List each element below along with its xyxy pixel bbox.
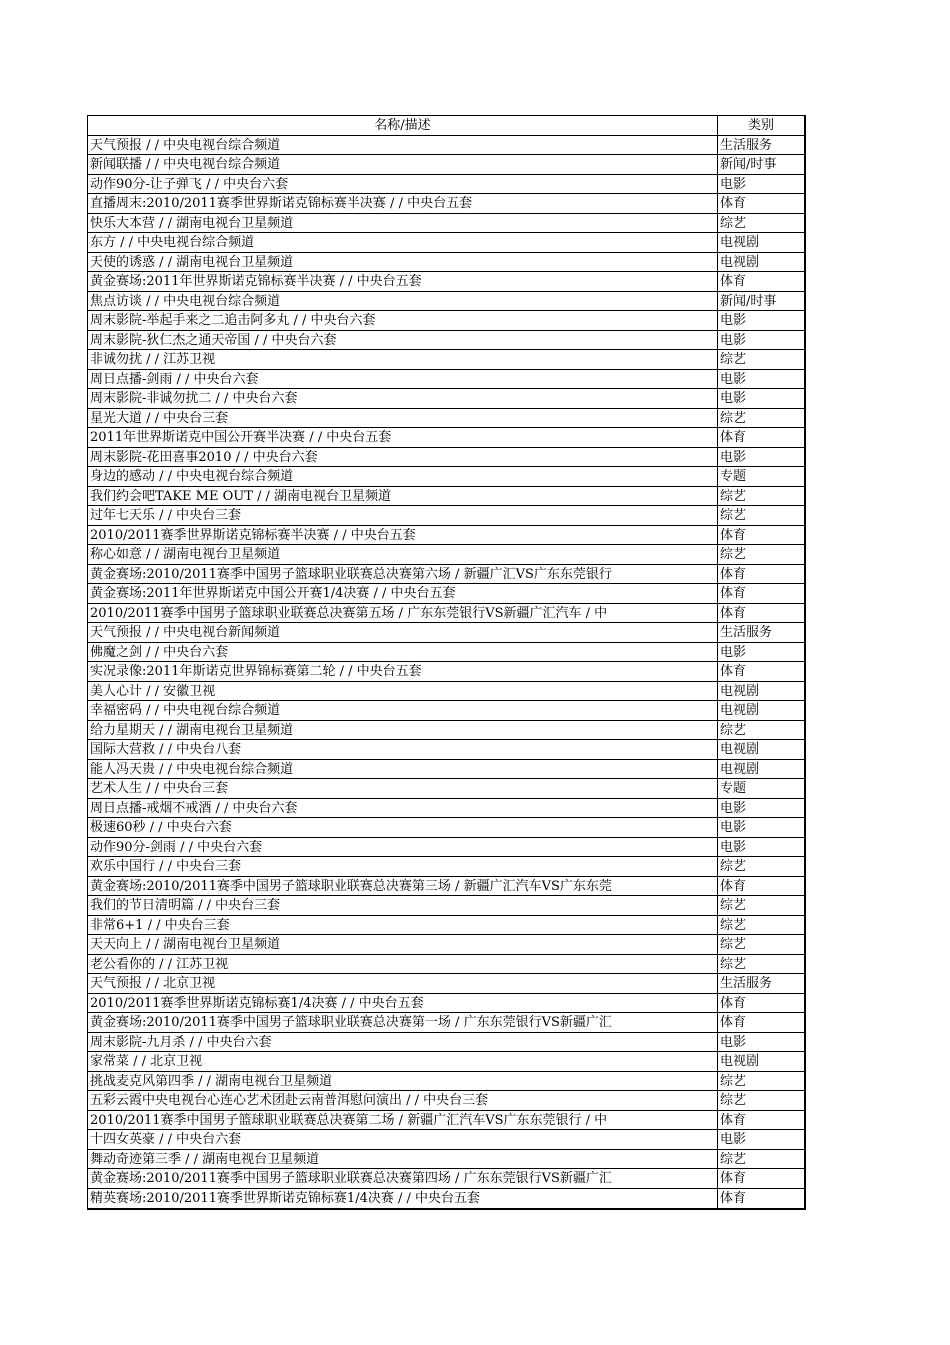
- table-row: [88, 604, 804, 624]
- table-row: [88, 467, 804, 487]
- table-row: [88, 955, 804, 975]
- program-name-cell: 称心如意 / / 湖南电视台卫星频道: [88, 545, 718, 564]
- category-cell: 综艺: [720, 1093, 747, 1108]
- program-name-cell: 2010/2011赛季中国男子篮球职业联赛总决赛第二场 / 新疆广汇汽车VS广东东莞银行 / 中: [88, 1111, 718, 1130]
- table-row: [88, 506, 804, 526]
- category-cell: 综艺: [720, 859, 747, 874]
- category-cell: 综艺: [720, 488, 747, 504]
- table-row: [88, 155, 804, 175]
- program-name-cell: 周末影院-举起手来之二追击阿多丸 / / 中央台六套: [88, 311, 718, 330]
- table-row: [88, 253, 804, 273]
- category-cell: 新闻/时事: [720, 293, 777, 309]
- program-name-cell: 黄金赛场:2010/2011赛季中国男子篮球职业联赛总决赛第三场 / 新疆广汇汽车VS广东东莞: [88, 877, 718, 896]
- program-name-cell: 动作90分-剑雨 / / 中央台六套: [88, 838, 718, 857]
- program-name-cell: 2010/2011赛季世界斯诺克锦标赛1/4决赛 / / 中央台五套: [88, 994, 718, 1013]
- table-row: [88, 272, 804, 292]
- table-body: [88, 136, 804, 1209]
- category-cell: 体育: [720, 527, 747, 543]
- program-table: [87, 115, 806, 1210]
- category-cell: 电视剧: [720, 254, 760, 270]
- program-name-cell: 幸福密码 / / 中央电视台综合频道: [88, 701, 718, 720]
- program-name-cell: 实况录像:2011年斯诺克世界锦标赛第二轮 / / 中央台五套: [88, 662, 718, 681]
- category-cell: 综艺: [720, 956, 747, 972]
- category-cell: 电影: [720, 820, 747, 835]
- category-cell: 体育: [720, 1190, 747, 1206]
- category-cell: 体育: [720, 586, 747, 601]
- program-name-cell: 周末影院-花田喜事2010 / / 中央台六套: [88, 448, 718, 467]
- program-name-cell: 国际大营救 / / 中央台八套: [88, 740, 718, 759]
- category-cell: 综艺: [720, 1073, 747, 1089]
- table-row: [88, 584, 804, 604]
- table-row: [88, 136, 804, 156]
- program-name-cell: 欢乐中国行 / / 中央台三套: [88, 857, 718, 876]
- table-row: [88, 877, 804, 897]
- table-row: [88, 389, 804, 409]
- program-name-cell: 非诚勿扰 / / 江苏卫视: [88, 350, 718, 369]
- program-name-cell: 我们的节日清明篇 / / 中央台三套: [88, 896, 718, 915]
- table-row: [88, 311, 804, 331]
- table-row: [88, 194, 804, 214]
- category-cell: 生活服务: [720, 137, 773, 153]
- table-row: [88, 214, 804, 234]
- table-row: [88, 487, 804, 507]
- category-cell: 电影: [720, 371, 747, 387]
- category-cell: 综艺: [720, 352, 747, 367]
- program-name-cell: 周日点播-戒烟不戒酒 / / 中央台六套: [88, 799, 718, 818]
- program-name-cell: 舞动奇迹第三季 / / 湖南电视台卫星频道: [88, 1150, 718, 1169]
- table-row: [88, 331, 804, 351]
- program-name-cell: 2011年世界斯诺克中国公开赛半决赛 / / 中央台五套: [88, 428, 718, 447]
- category-cell: 综艺: [720, 410, 747, 426]
- program-name-cell: 周日点播-剑雨 / / 中央台六套: [88, 370, 718, 389]
- table-row: [88, 292, 804, 312]
- category-cell: 电视剧: [720, 1054, 760, 1069]
- table-row: [88, 1072, 804, 1092]
- program-name-cell: 挑战麦克风第四季 / / 湖南电视台卫星频道: [88, 1072, 718, 1091]
- table-row: [88, 818, 804, 838]
- category-cell: 综艺: [720, 722, 747, 738]
- category-column-header: 类别: [747, 118, 774, 133]
- category-cell: 综艺: [720, 898, 747, 913]
- table-row: [88, 1189, 804, 1209]
- category-cell: 体育: [720, 274, 747, 289]
- category-cell: 生活服务: [720, 625, 773, 640]
- program-name-cell: 动作90分-让子弹飞 / / 中央台六套: [88, 175, 718, 194]
- program-name-cell: 周末影院-非诚勿扰二 / / 中央台六套: [88, 389, 718, 408]
- program-name-cell: 2010/2011赛季世界斯诺克锦标赛半决赛 / / 中央台五套: [88, 526, 718, 545]
- table-row: [88, 994, 804, 1014]
- category-cell: 综艺: [720, 937, 747, 952]
- program-name-cell: 五彩云霞中央电视台心连心艺术团赴云南普洱慰问演出 / / 中央台三套: [88, 1091, 718, 1110]
- category-cell: 体育: [720, 566, 747, 582]
- category-cell: 体育: [720, 1015, 747, 1030]
- table-row: [88, 1150, 804, 1170]
- table-row: [88, 409, 804, 429]
- table-row: [88, 838, 804, 858]
- table-row: [88, 1033, 804, 1053]
- program-name-cell: 十四女英豪 / / 中央台六套: [88, 1130, 718, 1149]
- program-name-cell: 美人心计 / / 安徽卫视: [88, 682, 718, 701]
- table-row: [88, 1091, 804, 1111]
- program-name-cell: 黄金赛场:2011年世界斯诺克锦标赛半决赛 / / 中央台五套: [88, 272, 718, 291]
- table-row: [88, 682, 804, 702]
- category-cell: 电影: [720, 839, 747, 855]
- category-cell: 电影: [720, 449, 747, 465]
- name-column-header: 名称/描述: [88, 116, 718, 135]
- program-name-cell: 黄金赛场:2010/2011赛季中国男子篮球职业联赛总决赛第六场 / 新疆广汇VS广东东莞银行: [88, 565, 718, 584]
- category-cell: 电视剧: [720, 761, 760, 777]
- category-cell: 综艺: [720, 917, 747, 933]
- category-cell: 电影: [720, 176, 747, 192]
- category-cell: 电影: [720, 800, 747, 816]
- program-name-cell: 周末影院-狄仁杰之通天帝国 / / 中央台六套: [88, 331, 718, 350]
- table-row: [88, 701, 804, 721]
- table-row: [88, 1111, 804, 1131]
- program-name-cell: 天天向上 / / 湖南电视台卫星频道: [88, 935, 718, 954]
- program-name-cell: 佛魔之剑 / / 中央台六套: [88, 643, 718, 662]
- category-cell: 电影: [720, 332, 747, 348]
- category-cell: 综艺: [720, 508, 747, 523]
- program-name-cell: 焦点访谈 / / 中央电视台综合频道: [88, 292, 718, 311]
- program-name-cell: 东方 / / 中央电视台综合频道: [88, 233, 718, 252]
- table-row: [88, 1130, 804, 1150]
- program-name-cell: 天气预报 / / 中央电视台综合频道: [88, 136, 718, 155]
- program-name-cell: 精英赛场:2010/2011赛季世界斯诺克锦标赛1/4决赛 / / 中央台五套: [88, 1189, 718, 1209]
- category-cell: 综艺: [720, 547, 747, 562]
- table-row: [88, 779, 804, 799]
- table-row: [88, 721, 804, 741]
- category-cell: 电影: [720, 644, 747, 660]
- table-row: [88, 175, 804, 195]
- category-cell: 体育: [720, 995, 747, 1011]
- program-name-cell: 过年七天乐 / / 中央台三套: [88, 506, 718, 525]
- category-cell: 专题: [720, 469, 747, 484]
- table-row: [88, 857, 804, 877]
- program-name-cell: 老公看你的 / / 江苏卫视: [88, 955, 718, 974]
- table-row: [88, 1013, 804, 1033]
- table-row: [88, 370, 804, 390]
- table-row: [88, 428, 804, 448]
- table-row: [88, 760, 804, 780]
- program-name-cell: 身边的感动 / / 中央电视台综合频道: [88, 467, 718, 486]
- program-name-cell: 天使的诱惑 / / 湖南电视台卫星频道: [88, 253, 718, 272]
- category-cell: 电视剧: [720, 742, 760, 757]
- category-cell: 专题: [720, 781, 747, 796]
- table-row: [88, 526, 804, 546]
- program-name-cell: 极速60秒 / / 中央台六套: [88, 818, 718, 837]
- category-cell: 体育: [720, 605, 747, 621]
- table-row: [88, 799, 804, 819]
- table-row: [88, 233, 804, 253]
- category-cell: 电视剧: [720, 703, 760, 718]
- table-row: [88, 974, 804, 994]
- program-name-cell: 黄金赛场:2011年世界斯诺克中国公开赛1/4决赛 / / 中央台五套: [88, 584, 718, 603]
- table-header-row: [88, 116, 804, 136]
- category-cell: 电影: [720, 1034, 747, 1050]
- program-name-cell: 给力星期天 / / 湖南电视台卫星频道: [88, 721, 718, 740]
- category-cell: 电影: [720, 391, 747, 406]
- program-name-cell: 周末影院-九月杀 / / 中央台六套: [88, 1033, 718, 1052]
- table-row: [88, 643, 804, 663]
- program-name-cell: 我们约会吧TAKE ME OUT / / 湖南电视台卫星频道: [88, 487, 718, 506]
- program-name-cell: 家常菜 / / 北京卫视: [88, 1052, 718, 1071]
- table-row: [88, 1169, 804, 1189]
- program-name-cell: 星光大道 / / 中央台三套: [88, 409, 718, 428]
- table-row: [88, 350, 804, 370]
- table-row: [88, 916, 804, 936]
- program-name-cell: 天气预报 / / 中央电视台新闻频道: [88, 623, 718, 642]
- table-row: [88, 935, 804, 955]
- table-row: [88, 1052, 804, 1072]
- category-cell: 综艺: [720, 215, 747, 231]
- table-row: [88, 448, 804, 468]
- program-name-cell: 艺术人生 / / 中央台三套: [88, 779, 718, 798]
- category-cell: 体育: [720, 664, 747, 679]
- category-cell: 电影: [720, 313, 747, 328]
- category-cell: 电视剧: [720, 235, 760, 250]
- category-cell: 电影: [720, 1132, 747, 1147]
- program-name-cell: 直播周末:2010/2011赛季世界斯诺克锦标赛半决赛 / / 中央台五套: [88, 194, 718, 213]
- category-cell: 综艺: [720, 1151, 747, 1167]
- program-name-cell: 能人冯天贵 / / 中央电视台综合频道: [88, 760, 718, 779]
- category-cell: 体育: [720, 430, 747, 445]
- table-row: [88, 623, 804, 643]
- program-name-cell: 非常6+1 / / 中央台三套: [88, 916, 718, 935]
- category-cell: 电视剧: [720, 683, 760, 699]
- program-name-cell: 黄金赛场:2010/2011赛季中国男子篮球职业联赛总决赛第四场 / 广东东莞银行VS新疆广汇: [88, 1169, 718, 1188]
- table-row: [88, 565, 804, 585]
- program-name-cell: 2010/2011赛季中国男子篮球职业联赛总决赛第五场 / 广东东莞银行VS新疆广汇汽车 / 中: [88, 604, 718, 623]
- category-cell: 新闻/时事: [720, 157, 777, 172]
- table-row: [88, 896, 804, 916]
- category-cell: 生活服务: [720, 976, 773, 991]
- program-name-cell: 黄金赛场:2010/2011赛季中国男子篮球职业联赛总决赛第一场 / 广东东莞银行VS新疆广汇: [88, 1013, 718, 1032]
- category-cell: 体育: [720, 1171, 747, 1186]
- table-row: [88, 740, 804, 760]
- program-name-cell: 天气预报 / / 北京卫视: [88, 974, 718, 993]
- category-cell: 体育: [720, 1112, 747, 1128]
- category-cell: 体育: [720, 878, 747, 894]
- category-cell: 体育: [720, 196, 747, 211]
- table-row: [88, 662, 804, 682]
- table-row: [88, 545, 804, 565]
- program-name-cell: 快乐大本营 / / 湖南电视台卫星频道: [88, 214, 718, 233]
- program-name-cell: 新闻联播 / / 中央电视台综合频道: [88, 155, 718, 174]
